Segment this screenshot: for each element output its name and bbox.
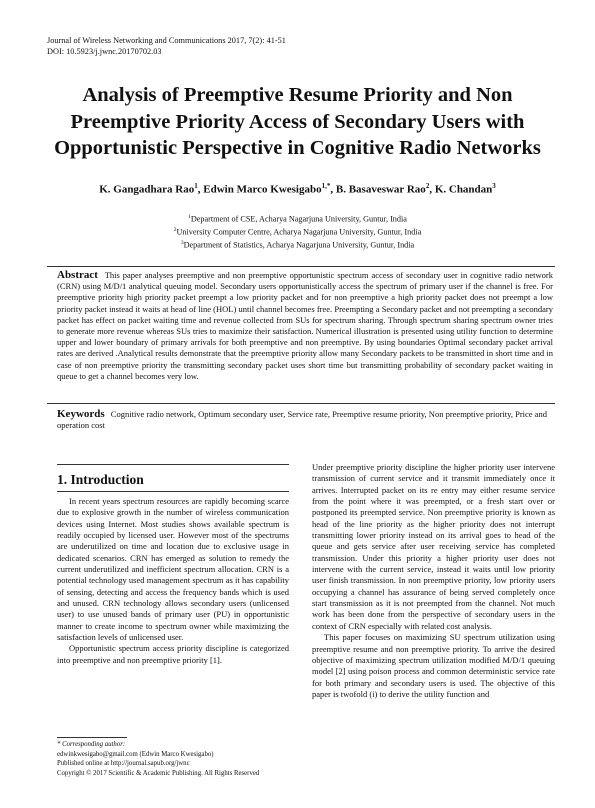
journal-citation: Journal of Wireless Networking and Communications 2017, 7(2): 41-51 [47, 36, 286, 45]
footnote-published: Published online at http://journal.sapub.org/jwnc [57, 760, 190, 768]
title-line-2: Preemptive Priority Access of Secondary Users with [70, 110, 525, 133]
affiliation [40, 212, 555, 225]
keywords-label: Keywords [57, 408, 105, 420]
keywords [57, 409, 553, 431]
right-column [312, 462, 555, 700]
footnote [57, 740, 259, 778]
affiliation [40, 238, 555, 251]
paragraph: This paper focuses on maximizing SU spectrum utilization using preemptive resume and non preemptive priority. To arrive the desired objective of maximizing spectrum utilization modified M/D/1 queuing model [2] using poison process and common deterministic service rate for both primary and secondary users is used. The objective of this paper is twofold (i) to derive the utility function and [312, 632, 555, 699]
author-list: K. Gangadhara Rao$^1$, Edwin Marco Kwesigabo$^{1,*}$, B. Basaveswar Rao$^2$, K. Chandan$^3$ [99, 182, 496, 196]
author-affil-mark: 3 [492, 182, 496, 190]
abstract [57, 270, 553, 382]
affiliation-mark: 2 [173, 227, 177, 234]
section-rule-top [57, 464, 289, 465]
affiliation-text: Department of CSE, Acharya Nagarjuna University, Guntur, India [190, 214, 407, 224]
author-name: B. Basaveswar Rao [335, 183, 426, 196]
author-affil-mark: 1 [194, 182, 198, 190]
author-name: Edwin Marco Kwesigabo [203, 183, 322, 196]
footnote-copyright: Copyright © 2017 Scientific & Academic Publishing. All Rights Reserved [57, 769, 260, 777]
author-affil-mark: 2 [425, 182, 430, 190]
author-affil-mark: 1,* [321, 182, 331, 190]
author-name: K. Chandan [434, 183, 493, 196]
title-line-1: Analysis of Preemptive Resume Priority and Non [82, 84, 513, 106]
paragraph: In recent years spectrum resources are rapidly becoming scarce due to explosive growth in the number of wireless communication devices using Internet. Most studies shows available spectrum is readily occupied by licensed user. However most of the spectrums are underutilized on time and location due to exclusive usage in dedicated scenarios. CRN has emerged as solution to remedy the current underutilized and inefficient spectrum allocation. CRN is a potential technology used management spectrum as it has capability of sensing, detecting and access the frequency bands which is used and unused. CRN technology allows secondary users (unlicensed user) to use unused bands of primary user (PU) in opportunistic manner to create income to spectrum owner while maximizing the satisfaction levels of unlicensed user. [57, 496, 289, 643]
footnote-corresponding: * Corresponding author: [57, 741, 126, 748]
affiliation-text: Department of Statistics, Acharya Nagarjuna University, Guntur, India [183, 240, 415, 250]
paragraph: Opportunistic spectrum access priority discipline is categorized into preemptive and non preemptive priority [1]. [57, 643, 289, 665]
paper-title [40, 82, 555, 162]
footnote-email: edwinkwesigabo@gmail.com (Edwin Marco Kwesigabo) [57, 750, 214, 758]
affiliation-mark: 1 [188, 214, 191, 220]
journal-header [47, 36, 286, 57]
journal-doi: DOI: 10.5923/j.jwnc.20170702.03 [47, 46, 162, 56]
left-column [57, 496, 289, 666]
affiliation-mark: 3 [180, 240, 184, 247]
abstract-text: This paper analyses preemptive and non preemptive opportunistic spectrum access of secondary user in cognitive radio network (CRN) using M/D/1 analytical queuing model. Secondary users opportunistically access the spectrum of primary user if the channel is free. For preemptive priority high priority packet preempt a low priority packet and for non preemptive a high priority packet does not preempt a low priority packet instead it waits at head of line (HOL) until channel becomes free. Preempting a Secondary packet and not preempting a secondary packet has effect on packet waiting time and revenue collected from SUs for spectrum sharing. Through spectrum sharing spectrum owner tries to generate more revenue whereas SUs tries to maximize their satisfaction. Numerical illustration is presented using utility function to determine upper and lower boundary of primary arrivals for both preemptive and non preemptive. By using boundaries Optimal secondary packet arrival rates are derived .Analytical results demonstrate that the preemptive priority allow many Secondary packets to be transmitted in short time and in case of non preemptive priority the transmitting secondary packet uses short time but transmitting probability of secondary packet waiting in queue to get a channel becomes very low. [57, 270, 553, 381]
affiliation-text: University Computer Centre, Acharya Nagarjuna University, Guntur, India [176, 227, 422, 237]
affiliations [40, 212, 555, 251]
section-rule-bottom [57, 491, 289, 492]
affiliation [40, 225, 555, 238]
keywords-text: Cognitive radio network, Optimum secondary user, Service rate, Preemptive resume priority, Non preemptive priority, Price and operation cost [57, 409, 547, 431]
paragraph: Under preemptive priority discipline the higher priority user intervene transmission of current service and it transmit immediately once it arrives. Interrupted packet on its re entry may either resume service from the point where it was preempted, or a fresh start over or postponed its preempted service. Non preemptive priority is known as head of the line priority as the higher priority does not interrupt transmitting lower priority instead on its arrival goes to head of the queue and gets service after user receiving service has completed transmission. Under this priority a higher priority user does not intervene with the current service, instead it waits until low priority user finish transmission. In non preemptive priority, low priority users occupying a channel has assurance of being served completely once start transmission as it is not preempted from the channel. Not much work has been done from the perspective of secondary users in the context of CRN especially with related cost analysis. [312, 462, 555, 631]
section-heading: 1. Introduction [57, 472, 144, 487]
abstract-label: Abstract [57, 269, 98, 281]
footnote-rule [57, 737, 127, 738]
title-line-3: Opportunistic Perspective in Cognitive Radio Networks [54, 137, 541, 159]
author-name: K. Gangadhara Rao [99, 183, 195, 196]
